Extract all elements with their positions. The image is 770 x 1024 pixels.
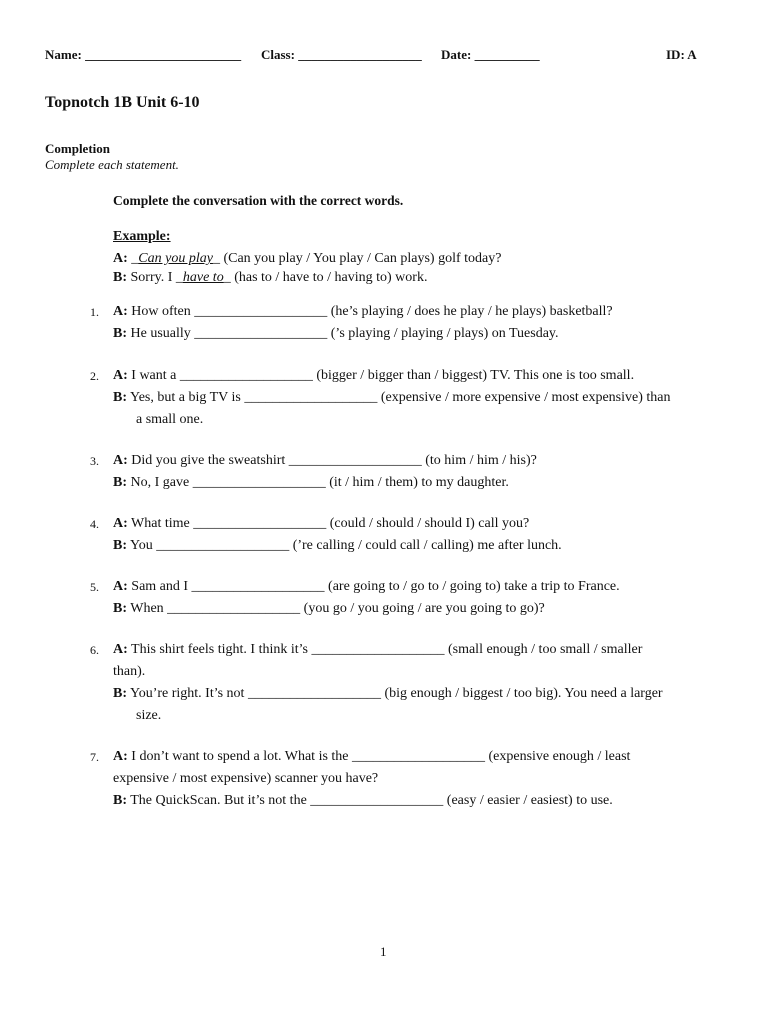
question-text: No, I gave ___________________ (it / him / them) to my daughter. [127, 475, 509, 490]
speaker-label: B: [113, 686, 127, 701]
question-line [113, 601, 545, 617]
question-number: 6. [90, 643, 99, 657]
example-answer: have to [182, 270, 224, 285]
question-text: The QuickScan. But it’s not the ___________________ (easy / easier / easiest) to use. [127, 793, 613, 808]
question-text: He usually ___________________ (’s playing / playing / plays) on Tuesday. [127, 326, 559, 341]
question-line [136, 412, 203, 428]
question-text: I don’t want to spend a lot. What is the ___________________ (expensive enough / least [127, 749, 631, 764]
question-text: I want a ___________________ (bigger / bigger than / biggest) TV. This one is too small. [127, 368, 635, 383]
question-number: 5. [90, 580, 99, 594]
date-field: Date: __________ [441, 47, 540, 62]
example-text: _ (Can you play / You play / Can plays) golf today? [212, 251, 502, 266]
speaker-label: A: [113, 368, 128, 383]
example-line-b [113, 270, 427, 286]
question-number: 7. [90, 750, 99, 764]
question-line [113, 642, 642, 658]
example-answer: Can you play [138, 251, 213, 266]
question-text: How often ___________________ (he’s playing / does he play / he plays) basketball? [127, 304, 613, 319]
example-text: Sorry. I _ [127, 270, 183, 285]
speaker-label: B: [113, 793, 127, 808]
question-text: a small one. [136, 412, 204, 427]
speaker-label: A: [113, 516, 128, 531]
example-text: _ (has to / have to / having to) work. [223, 270, 428, 285]
question-line [136, 708, 161, 724]
question-text: You’re right. It’s not ___________________ (big enough / biggest / too big). You need a larger [127, 686, 663, 701]
example-label: Example: [113, 229, 171, 244]
question-line [113, 453, 537, 469]
question-number: 3. [90, 454, 99, 468]
question-line [113, 664, 145, 680]
speaker-label: B: [113, 390, 127, 405]
page-number: 1 [380, 944, 387, 959]
speaker-label: A: [113, 453, 128, 468]
section-subheading: Complete each statement. [45, 157, 179, 172]
question-line [113, 368, 634, 384]
question-text: Sam and I ___________________ (are going to / go to / going to) take a trip to France. [127, 579, 620, 594]
question-line [113, 516, 529, 532]
question-number: 2. [90, 369, 99, 383]
speaker-label: B: [113, 475, 127, 490]
question-text: You ___________________ (’re calling / could call / calling) me after lunch. [127, 538, 562, 553]
question-line [113, 771, 378, 787]
example-line-a [113, 251, 501, 267]
question-text: expensive / most expensive) scanner you have? [113, 771, 379, 786]
question-line [113, 390, 670, 406]
id-field: ID: A [666, 47, 697, 62]
question-line [113, 475, 509, 491]
speaker-label: B: [113, 326, 127, 341]
question-line [113, 793, 613, 809]
speaker-label: A: [113, 642, 128, 657]
speaker-label: A: [113, 251, 128, 266]
page-title: Topnotch 1B Unit 6-10 [45, 94, 200, 111]
question-text: size. [136, 708, 162, 723]
question-text: Did you give the sweatshirt ___________________ (to him / him / his)? [127, 453, 537, 468]
question-text: Yes, but a big TV is ___________________ (expensive / more expensive / most expensive) than [127, 390, 671, 405]
question-text: This shirt feels tight. I think it’s ___________________ (small enough / too small / smaller [127, 642, 643, 657]
question-line [113, 304, 613, 320]
question-line [113, 538, 562, 554]
speaker-label: B: [113, 538, 127, 553]
instruction: Complete the conversation with the correct words. [113, 193, 404, 208]
question-line [113, 579, 620, 595]
example-text: _ [127, 251, 139, 266]
question-number: 4. [90, 517, 99, 531]
speaker-label: B: [113, 270, 127, 285]
speaker-label: A: [113, 579, 128, 594]
class-field: Class: ___________________ [261, 47, 422, 62]
name-field: Name: ________________________ [45, 47, 242, 62]
header-line [45, 47, 705, 65]
speaker-label: B: [113, 601, 127, 616]
question-text: What time ___________________ (could / should / should I) call you? [127, 516, 530, 531]
question-line [113, 686, 663, 702]
speaker-label: A: [113, 749, 128, 764]
question-line [113, 326, 559, 342]
question-text: When ___________________ (you go / you going / are you going to go)? [127, 601, 545, 616]
speaker-label: A: [113, 304, 128, 319]
section-heading: Completion [45, 141, 110, 156]
question-line [113, 749, 630, 765]
question-text: than). [113, 664, 146, 679]
question-number: 1. [90, 305, 99, 319]
